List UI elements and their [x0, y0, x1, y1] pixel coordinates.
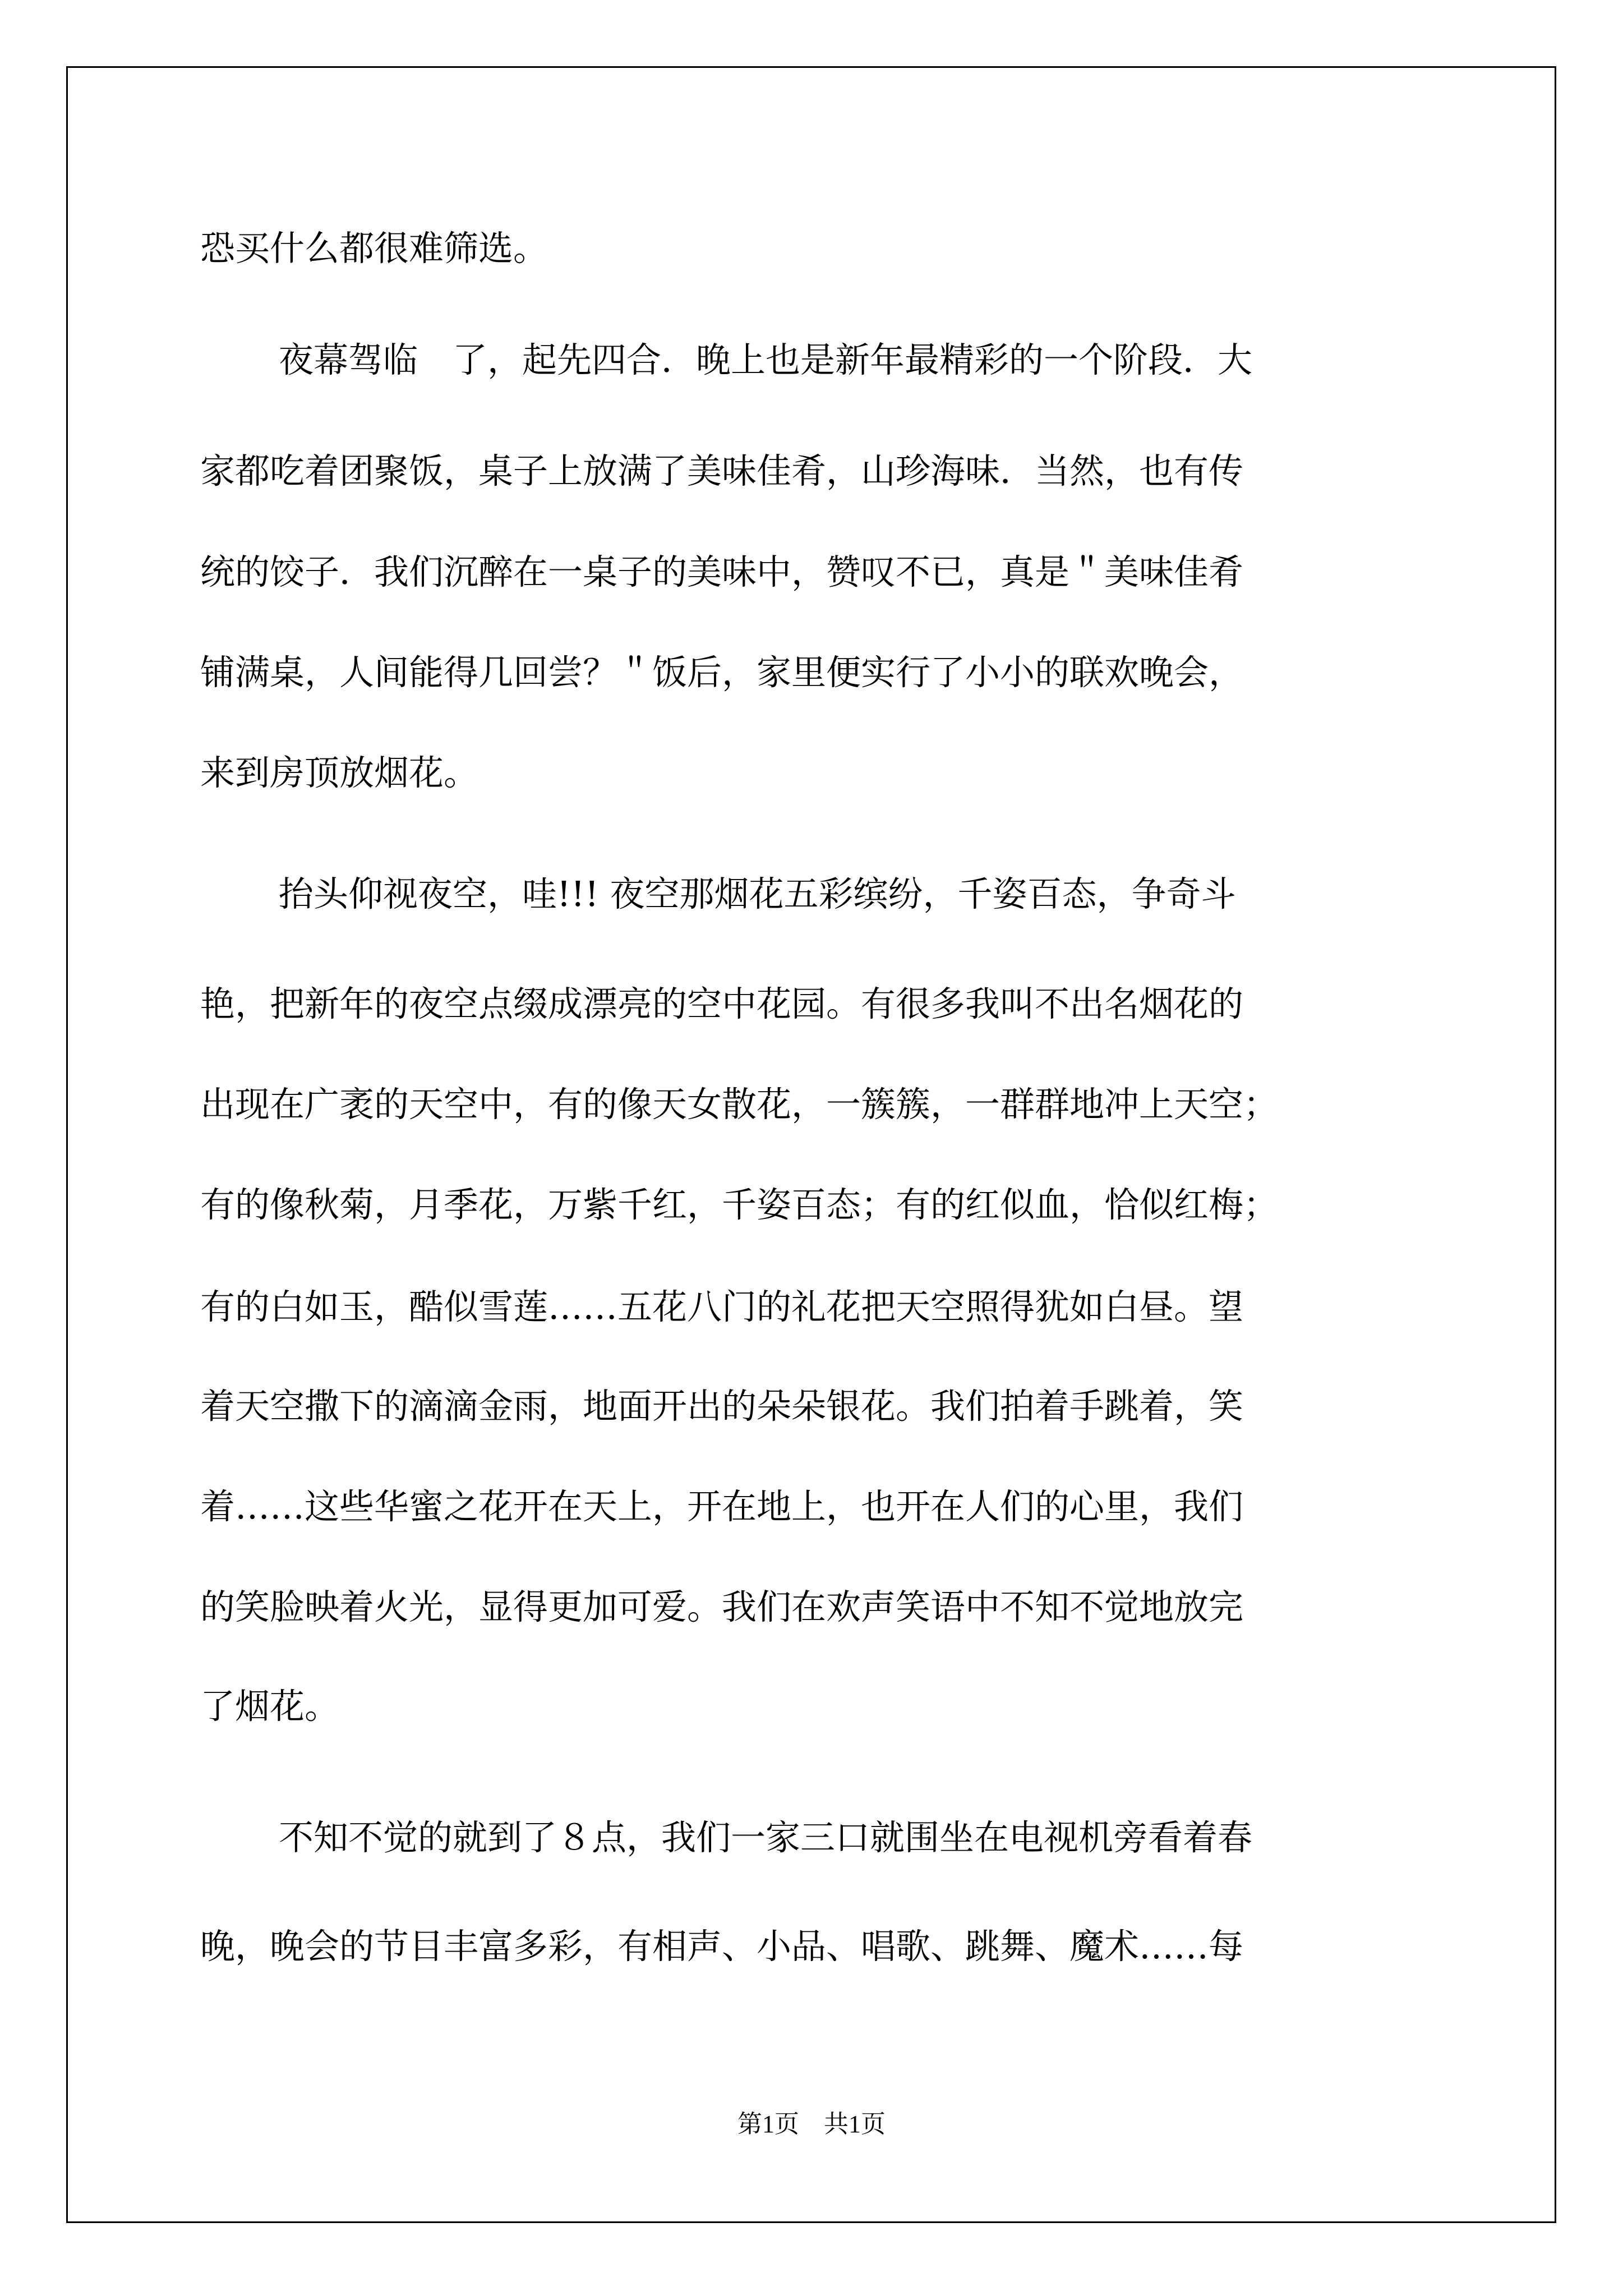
text-line: 了烟花。 — [200, 1686, 340, 1727]
text-line: 的笑脸映着火光，显得更加可爱。我们在欢声笑语中不知不觉地放完 — [200, 1586, 1244, 1627]
text-line: 着……这些华蜜之花开在天上，开在地上，也开在人们的心里，我们 — [200, 1486, 1244, 1527]
text-line: 有的像秋菊，月季花，万紫千红，千姿百态；有的红似血，恰似红梅； — [200, 1184, 1279, 1225]
text-line: 恐买什么都很难筛选。 — [200, 228, 548, 269]
text-line: 晚，晚会的节目丰富多彩，有相声、小品、唱歌、跳舞、魔术……每 — [200, 1926, 1244, 1967]
text-line: 家都吃着团聚饭，桌子上放满了美味佳肴，山珍海味．当然，也有传 — [200, 450, 1244, 491]
text-line: 来到房顶放烟花。 — [200, 752, 479, 793]
text-line: 着天空撒下的滴滴金雨，地面开出的朵朵银花。我们拍着手跳着，笑 — [200, 1386, 1244, 1427]
paragraph-first-line: 夜幕驾临 了，起先四合．晚上也是新年最精彩的一个阶段．大 — [279, 339, 1253, 380]
text-line: 艳，把新年的夜空点缀成漂亮的空中花园。有很多我叫不出名烟花的 — [200, 983, 1244, 1024]
text-line: 统的饺子．我们沉醉在一桌子的美味中，赞叹不已，真是＂美味佳肴 — [200, 551, 1244, 592]
text-line: 有的白如玉，酷似雪莲……五花八门的礼花把天空照得犹如白昼。望 — [200, 1286, 1244, 1327]
paragraph-first-line: 抬头仰视夜空，哇!!! 夜空那烟花五彩缤纷，千姿百态，争奇斗 — [279, 873, 1236, 914]
text-line: 出现在广袤的天空中，有的像天女散花，一簇簇，一群群地冲上天空； — [200, 1084, 1279, 1125]
page-number-footer: 第1页 共1页 — [737, 2110, 886, 2138]
text-line: 铺满桌，人间能得几回尝？＂饭后，家里便实行了小小的联欢晚会， — [200, 652, 1244, 693]
paragraph-first-line: 不知不觉的就到了８点，我们一家三口就围坐在电视机旁看着春 — [279, 1817, 1253, 1858]
